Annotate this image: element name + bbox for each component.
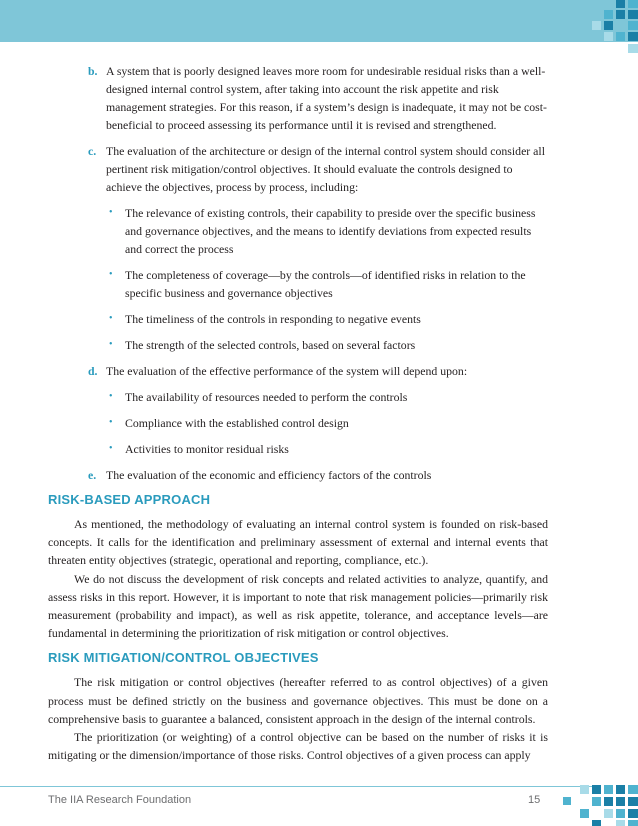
page-number: 15 bbox=[528, 794, 541, 806]
bullet-text: The timeliness of the controls in responding to negative events bbox=[125, 312, 421, 326]
bullet-icon: • bbox=[109, 313, 113, 324]
bullet-text: Compliance with the established control design bbox=[125, 416, 349, 430]
list-text: The evaluation of the effective performance of the system will depend upon: bbox=[106, 364, 468, 378]
bullet-item bbox=[48, 336, 548, 354]
bullet-text: The strength of the selected controls, based on several factors bbox=[125, 338, 416, 352]
bullet-item bbox=[48, 414, 548, 432]
bullet-icon: • bbox=[109, 269, 113, 280]
page-body bbox=[48, 62, 548, 764]
list-item-b bbox=[48, 62, 548, 134]
body-paragraph: The prioritization (or weighting) of a control objective can be based on the number of risks it is mitigating or the dimension/importance of those risks. Control objectives of a given process can apply bbox=[48, 730, 548, 763]
header-band bbox=[0, 0, 638, 42]
list-text: The evaluation of the economic and efficiency factors of the controls bbox=[106, 468, 432, 482]
list-text: A system that is poorly designed leaves more room for undesirable residual risks than a well-designed internal control system, after taking into account the risk appetite and risk management strategies. For this reason, if a system’s design is inadequate, it may not be cost-beneficial to proceed assessing its performance until it is revised and strengthened. bbox=[106, 64, 547, 132]
bullet-icon: • bbox=[109, 443, 113, 454]
bullet-item bbox=[48, 266, 548, 302]
list-item-d bbox=[48, 362, 548, 380]
bullet-icon: • bbox=[109, 417, 113, 428]
bullet-text: The completeness of coverage—by the controls—of identified risks in relation to the specific business and governance objectives bbox=[125, 268, 526, 300]
list-letter: e. bbox=[88, 468, 97, 482]
list-letter: b. bbox=[88, 64, 98, 78]
body-paragraph: As mentioned, the methodology of evaluating an internal control system is founded on risk-based concepts. It calls for the identification and preliminary assessment of external and internal events that threaten entity objectives (strategic, operational and reporting, compliance, etc.). bbox=[48, 517, 548, 568]
bullet-icon: • bbox=[109, 339, 113, 350]
bullet-item bbox=[48, 388, 548, 406]
bullet-item bbox=[48, 440, 548, 458]
list-item-c bbox=[48, 142, 548, 196]
bullet-icon: • bbox=[109, 207, 113, 218]
bullet-icon: • bbox=[109, 391, 113, 402]
bullet-text: The relevance of existing controls, their capability to preside over the specific business and governance objectives, and the means to identify deviations from expected results and correct the process bbox=[125, 206, 536, 256]
section-heading-risk-based-approach: RISK-BASED APPROACH bbox=[48, 492, 211, 507]
body-paragraph: The risk mitigation or control objectives (hereafter referred to as control objectives) of a given process must be defined strictly on the business and governance objectives. This must be done on a comprehensive basis to guarantee a balanced, consistent approach in the design of the internal controls. bbox=[48, 675, 548, 726]
bullet-text: The availability of resources needed to perform the controls bbox=[125, 390, 408, 404]
list-item-e bbox=[48, 466, 548, 484]
footer-rule bbox=[0, 786, 595, 787]
list-text: The evaluation of the architecture or design of the internal control system should consider all pertinent risk mitigation/control objectives. It should evaluate the controls designed to achieve the objectives, process by process, including: bbox=[106, 144, 545, 194]
footer-organization: The IIA Research Foundation bbox=[48, 794, 192, 806]
bullet-text: Activities to monitor residual risks bbox=[125, 442, 289, 456]
bullet-item bbox=[48, 310, 548, 328]
list-letter: d. bbox=[88, 364, 98, 378]
list-letter: c. bbox=[88, 144, 97, 158]
section-heading-risk-mitigation: RISK MITIGATION/CONTROL OBJECTIVES bbox=[48, 650, 319, 666]
body-paragraph: We do not discuss the development of risk concepts and related activities to analyze, quantify, and assess risks in this report. However, it is important to note that risk management policies—primarily risk measurement (probability and impact), as well as risk appetite, tolerance, and acceptance levels—are fundamental in determining the prioritization of risk mitigation or control objectives. bbox=[48, 571, 548, 641]
bullet-item bbox=[48, 204, 548, 258]
